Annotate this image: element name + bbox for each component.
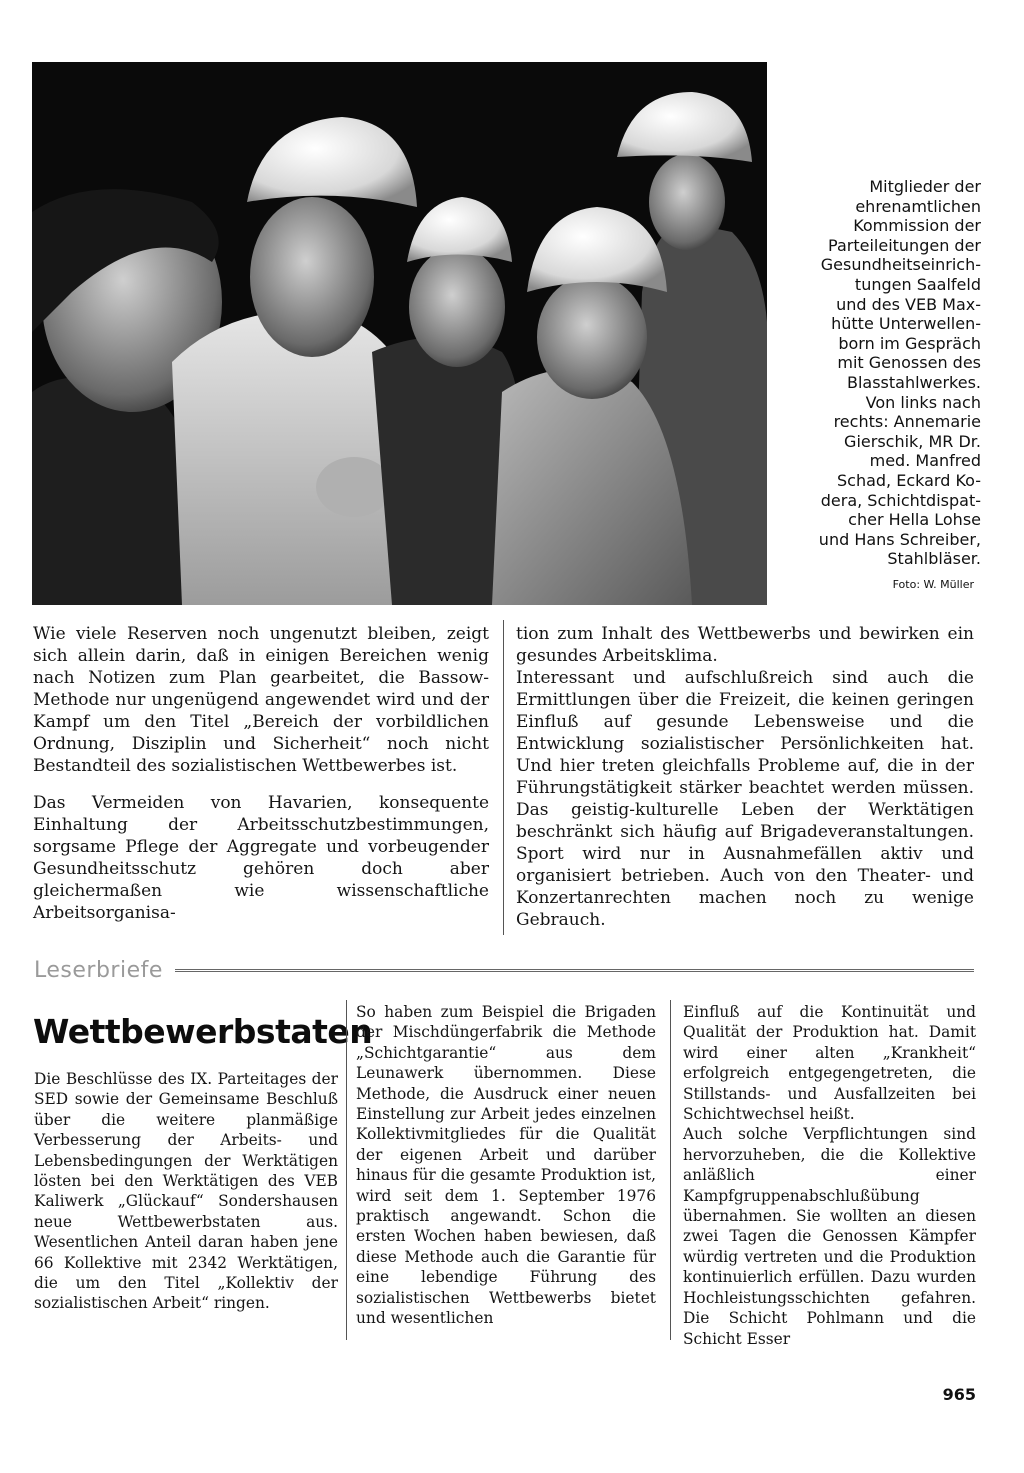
paragraph: Das Vermeiden von Havarien, konsequente Einhaltung der Arbeitsschutzbestimmungen, sorgsame Pflege der Aggregate und vorbeugender Gesundheitsschutz gehören doch aber gleichermaßen wie wissenschaftliche Arbeitsorganisa- [33,793,489,923]
paragraph: Einfluß auf die Kontinuität und Qualität der Produktion hat. Damit wird einer alten „Krankheit“ erfolgreich entgegengetreten, die Stillstands- und Ausfallzeiten bei Schichtwechsel heißt. [683,1003,976,1124]
article-headline: Wettbewerbstaten [33,1012,373,1051]
caption-line: Parteileitungen der [828,235,981,255]
section-header [34,955,974,985]
news-photo [32,62,767,605]
paragraph: Interessant und aufschlußreich sind auch die Ermittlungen über die Freizeit, die keinen geringen Einfluß auf gesunde Lebensweise und die Entwicklung sozialistischer Persönlichkeiten hat. Und hier treten gleichfalls Probleme auf, die in der Führungstätigkeit stärker beachtet werden müssen. Das geistig-kulturelle Leben der Werktätigen beschränkt sich häufig auf Brigadeveranstaltungen. Sport wird nur in Ausnahmefällen aktiv und organisiert betrieben. Auch von den Theater- und Konzertanrechten machen noch zu wenige Gebrauch. [516,668,974,930]
paragraph: Wie viele Reserven noch ungenutzt bleiben, zeigt sich allein darin, daß in einigen Bereichen wenig nach Notizen zum Plan gearbeitet, die Bassow-Methode nur ungenügend angewendet wird und der Kampf um den Titel „Bereich der vorbildlichen Ordnung, Disziplin und Sicherheit“ noch nicht Bestandteil des sozialistischen Wettbewerbes ist. [33,624,489,776]
caption-line: dera, Schichtdispat- [820,490,981,510]
article-column-2 [356,1002,656,1329]
upper-right-column [516,623,974,931]
caption-line: born im Gespräch [838,333,981,353]
page-number: 965 [942,1385,976,1404]
caption-line: Blasstahlwerkes. [846,372,981,392]
section-label: Leserbriefe [34,957,163,983]
caption-line: mit Genossen des [837,353,981,373]
column-divider [503,620,504,935]
caption-line: Von links nach [865,392,981,412]
photo-credit: Foto: W. Müller [892,578,974,591]
caption-line: cher Hella Lohse [848,510,981,530]
paragraph: So haben zum Beispiel die Brigaden der Mischdüngerfabrik die Methode „Schichtgarantie“ aus dem Leunawerk übernommen. Diese Methode, die Ausdruck einer neuen Einstellung zur Arbeit jedes einzelnen Kollektivmitgliedes für die Qualität der eigenen Arbeit und darüber hinaus für die gesamte Produktion ist, wird seit dem 1. September 1976 praktisch angewandt. Schon die ersten Wochen haben bewiesen, daß diese Methode auch die Garantie für eine lebendige Führung des sozialistischen Wettbewerbs bietet und wesentlichen [356,1003,656,1328]
workers-in-hardhats-photo [32,62,767,605]
column-divider [346,1000,347,1340]
section-rule [175,969,974,972]
caption-line: rechts: Annemarie [833,412,981,432]
article-column-3 [683,1002,976,1349]
caption-line: Kommission der [853,216,981,236]
caption-line: Gesundheitseinrich- [820,255,981,275]
paragraph: Auch solche Verpflichtungen sind hervorzuheben, die die Kollektive anläßlich einer Kampfgruppenabschlußübung übernahmen. Sie wollten an diesen zwei Tagen die Genossen Kämpfer würdig vertreten und die Produktion kontinuierlich erfüllen. Dazu wurden Hochleistungsschichten gefahren. Die Schicht Pohlmann und die Schicht Esser [683,1125,976,1348]
caption-line: Schad, Eckard Ko- [836,470,981,490]
caption-line: und Hans Schreiber, [818,529,981,549]
paragraph: Die Beschlüsse des IX. Parteitages der SED sowie der Gemeinsame Beschluß über die weitere planmäßige Verbesserung der Arbeits- und Lebensbedingungen der Werktätigen lösten bei den Werktätigen des VEB Kaliwerk „Glückauf“ Sondershausen neue Wettbewerbstaten aus. Wesentlichen Anteil daran haben jene 66 Kollektive mit 2342 Werktätigen, die um den Titel „Kollektiv der sozialistischen Arbeit“ ringen. [34,1070,338,1313]
paragraph: tion zum Inhalt des Wettbewerbs und bewirken ein gesundes Arbeitsklima. [516,624,974,666]
photo-caption [791,177,981,569]
caption-line: und des VEB Max- [836,294,981,314]
column-divider [670,1000,671,1340]
caption-line: tungen Saalfeld [854,274,981,294]
caption-line: Gierschik, MR Dr. [844,431,981,451]
caption-line: hütte Unterwellen- [831,314,981,334]
caption-line: med. Manfred [869,451,981,471]
caption-line: ehrenamtlichen [855,196,981,216]
caption-line: Mitglieder der [869,177,981,196]
caption-line: Stahlbläser. [887,549,981,569]
article-column-1 [34,1069,338,1314]
upper-left-column [33,623,489,924]
